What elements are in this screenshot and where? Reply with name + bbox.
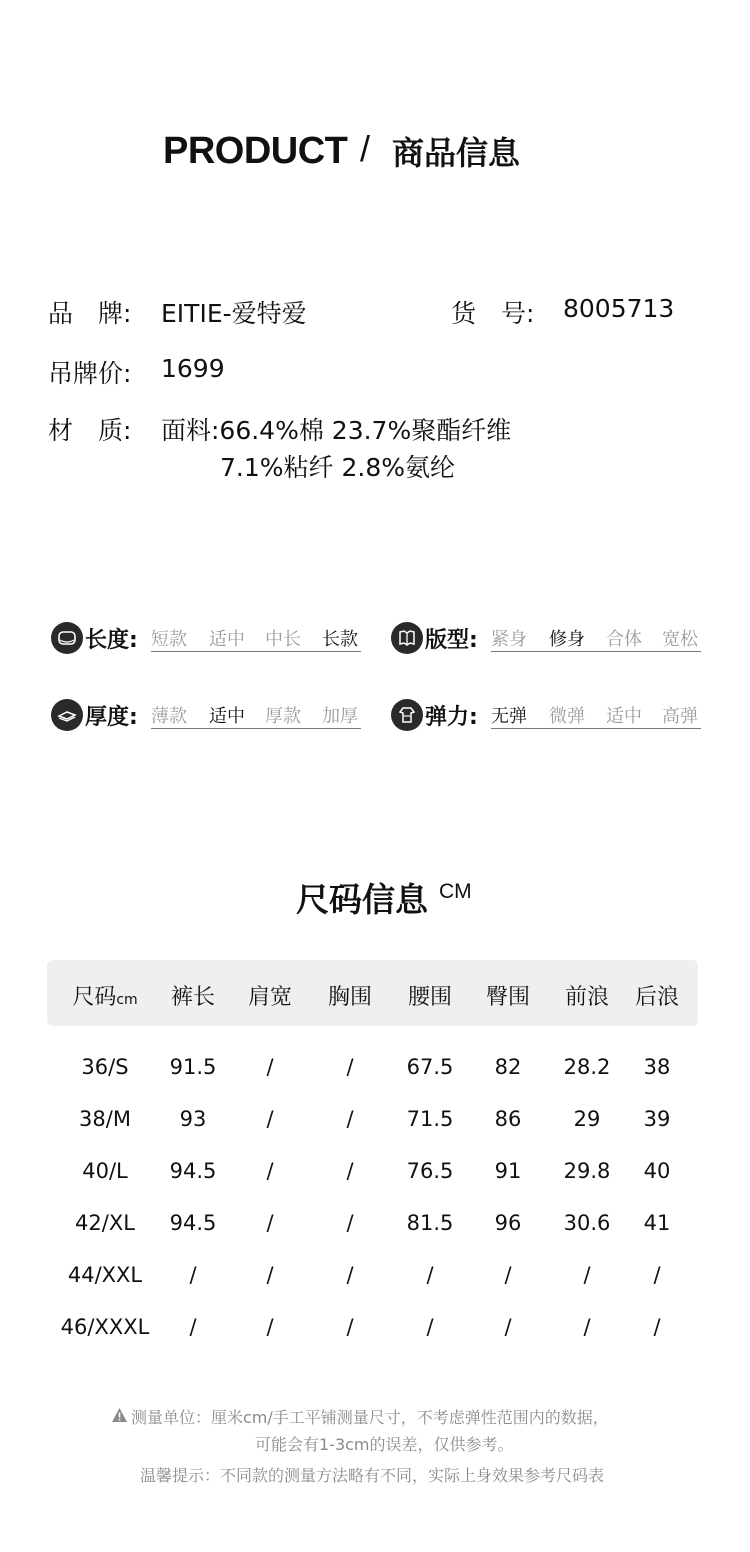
page-header xyxy=(0,124,750,174)
size-section-unit: CM xyxy=(439,880,472,903)
price-label: 吊牌价: xyxy=(48,359,132,388)
option-extra-thick: 加厚 xyxy=(322,706,358,727)
header-chest: 胸围 xyxy=(327,985,372,1010)
table-cell-size: 46/XXXL xyxy=(60,1315,150,1339)
option-medium: 适中 xyxy=(209,629,245,650)
header-shoulder: 肩宽 xyxy=(247,985,292,1010)
header-hip: 臀围 xyxy=(485,985,530,1010)
option-medium-stretch: 适中 xyxy=(606,706,642,727)
note-line-3: 温馨提示：不同款的测量方法略有不同，实际上身效果参考尺码表 xyxy=(140,1466,605,1485)
option-slight-stretch: 微弹 xyxy=(549,706,585,727)
option-thick: 厚款 xyxy=(265,706,301,727)
table-cell-front-rise: 29 xyxy=(573,1107,601,1131)
material-label: 材 质: xyxy=(48,416,132,445)
table-cell-hip: / xyxy=(504,1315,512,1339)
table-cell-hip: 91 xyxy=(494,1159,522,1183)
header-front-rise: 前浪 xyxy=(564,985,609,1010)
attr-label: 版型: xyxy=(425,628,478,653)
material-line1: 面料:66.4%棉 23.7%聚酯纤维 xyxy=(161,416,512,445)
table-cell-front-rise: 30.6 xyxy=(563,1211,611,1235)
option-no-stretch-selected: 无弹 xyxy=(491,706,527,727)
table-cell-waist: 67.5 xyxy=(406,1055,454,1079)
fit-icon xyxy=(391,622,423,654)
table-cell-chest: / xyxy=(346,1315,354,1339)
table-cell-waist: / xyxy=(426,1315,434,1339)
option-tight: 紧身 xyxy=(491,629,527,650)
table-cell-back-rise: 39 xyxy=(643,1107,671,1131)
table-cell-front-rise: 29.8 xyxy=(563,1159,611,1183)
table-cell-chest: / xyxy=(346,1211,354,1235)
attr-options xyxy=(151,625,361,652)
table-cell-size: 36/S xyxy=(81,1055,129,1079)
table-cell-shoulder: / xyxy=(266,1211,274,1235)
sku-value: 8005713 xyxy=(563,294,675,323)
table-cell-length: / xyxy=(189,1263,197,1287)
table-cell-front-rise: / xyxy=(583,1315,591,1339)
note-line-1: 测量单位：厘米cm/手工平铺测量尺寸，不考虑弹性范围内的数据， xyxy=(131,1408,609,1427)
table-cell-back-rise: 40 xyxy=(643,1159,671,1183)
elasticity-icon xyxy=(391,699,423,731)
option-mid-long: 中长 xyxy=(265,629,301,650)
option-loose: 宽松 xyxy=(662,629,698,650)
size-section-title: 尺码信息 xyxy=(296,880,428,919)
attr-label: 长度: xyxy=(85,628,138,653)
brand-label: 品 牌: xyxy=(48,299,132,328)
table-cell-length: 91.5 xyxy=(169,1055,217,1079)
attr-options xyxy=(151,702,361,729)
attr-options xyxy=(491,702,701,729)
option-regular: 合体 xyxy=(606,629,642,650)
option-thin: 薄款 xyxy=(151,706,187,727)
header-length: 裤长 xyxy=(170,985,215,1010)
table-cell-hip: / xyxy=(504,1263,512,1287)
table-cell-back-rise: 41 xyxy=(643,1211,671,1235)
table-cell-length: 94.5 xyxy=(169,1159,217,1183)
table-cell-shoulder: / xyxy=(266,1263,274,1287)
brand-value: EITIE-爱特爱 xyxy=(161,299,307,328)
attr-options xyxy=(491,625,701,652)
material-line2: 7.1%粘纤 2.8%氨纶 xyxy=(220,453,455,482)
option-short: 短款 xyxy=(151,629,187,650)
table-cell-hip: 96 xyxy=(494,1211,522,1235)
table-cell-chest: / xyxy=(346,1055,354,1079)
title-cn: 商品信息 xyxy=(392,134,521,172)
title-en: PRODUCT xyxy=(163,130,348,172)
option-slim-selected: 修身 xyxy=(549,629,585,650)
table-cell-chest: / xyxy=(346,1263,354,1287)
price-value: 1699 xyxy=(161,354,225,383)
table-cell-waist: / xyxy=(426,1263,434,1287)
table-cell-size: 42/XL xyxy=(75,1211,135,1235)
table-cell-hip: 82 xyxy=(494,1055,522,1079)
table-cell-chest: / xyxy=(346,1107,354,1131)
table-cell-length: / xyxy=(189,1315,197,1339)
header-size: 尺码cm xyxy=(72,985,138,1010)
table-cell-shoulder: / xyxy=(266,1159,274,1183)
table-cell-shoulder: / xyxy=(266,1107,274,1131)
warning-icon xyxy=(111,1407,128,1423)
title-divider: / xyxy=(360,128,371,169)
table-cell-size: 40/L xyxy=(82,1159,128,1183)
table-cell-hip: 86 xyxy=(494,1107,522,1131)
table-cell-length: 93 xyxy=(179,1107,207,1131)
attr-label: 弹力: xyxy=(425,705,478,730)
header-size-unit: cm xyxy=(116,992,138,1008)
table-cell-shoulder: / xyxy=(266,1055,274,1079)
table-cell-length: 94.5 xyxy=(169,1211,217,1235)
thickness-icon xyxy=(51,699,83,731)
table-cell-chest: / xyxy=(346,1159,354,1183)
table-cell-waist: 71.5 xyxy=(406,1107,454,1131)
table-cell-size: 44/XXL xyxy=(67,1263,143,1287)
table-cell-shoulder: / xyxy=(266,1315,274,1339)
table-cell-back-rise: / xyxy=(653,1263,661,1287)
note-line-2: 可能会有1-3cm的误差，仅供参考。 xyxy=(255,1435,514,1454)
header-waist: 腰围 xyxy=(407,985,452,1010)
length-icon xyxy=(51,622,83,654)
table-cell-back-rise: 38 xyxy=(643,1055,671,1079)
table-cell-front-rise: / xyxy=(583,1263,591,1287)
table-cell-waist: 81.5 xyxy=(406,1211,454,1235)
sku-label: 货 号: xyxy=(451,299,535,328)
option-high-stretch: 高弹 xyxy=(662,706,698,727)
header-back-rise: 后浪 xyxy=(634,985,679,1010)
table-cell-waist: 76.5 xyxy=(406,1159,454,1183)
table-cell-back-rise: / xyxy=(653,1315,661,1339)
option-long-selected: 长款 xyxy=(322,629,358,650)
table-cell-front-rise: 28.2 xyxy=(563,1055,611,1079)
option-medium-selected: 适中 xyxy=(209,706,245,727)
attr-label: 厚度: xyxy=(85,705,138,730)
table-cell-size: 38/M xyxy=(79,1107,131,1131)
